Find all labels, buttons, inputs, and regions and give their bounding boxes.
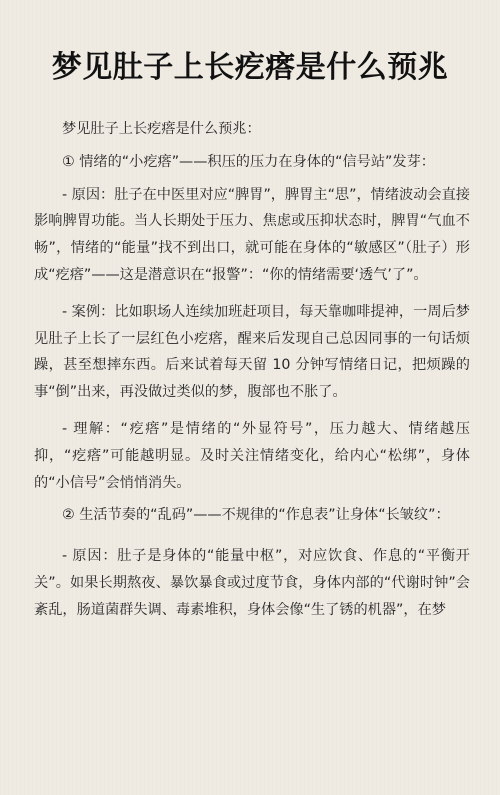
section-heading-2: ② 生活节奏的“乱码”——不规律的“作息表”让身体“长皱纹”： bbox=[62, 507, 450, 524]
article-body bbox=[34, 116, 470, 624]
section-heading-1: ① 情绪的“小疙瘩”——积压的压力在身体的“信号站”发芽： bbox=[62, 153, 435, 170]
paragraph-case-1: - 案例：比如职场人连续加班赶项目，每天靠咖啡提神，一周后梦见肚子上长了一层红色小疙瘩，醒来后发现自己总因同事的一句话烦躁，甚至想摔东西。后来试着每天留 10 分钟写情绪日记，把烦躁的事“倒”出来，再没做过类似的梦，腹部也不胀了。 bbox=[34, 303, 470, 401]
paragraph-reason-1: - 原因：肚子在中医里对应“脾胃”，脾胃主“思”，情绪波动会直接影响脾胃功能。当人长期处于压力、焦虑或压抑状态时，脾胃“气血不畅”，情绪的“能量”找不到出口，就可能在身体的“敏感区”（肚子）形成“疙瘩”——这是潜意识在“报警”：“你的情绪需要‘透气’了”。 bbox=[34, 186, 470, 283]
paragraph-reason-2: - 原因：肚子是身体的“能量中枢”，对应饮食、作息的“平衡开关”。如果长期熬夜、暴饮暴食或过度节食，身体内部的“代谢时钟”会紊乱，肠道菌群失调、毒素堆积，身体会像“生了锈的机器”，在梦 bbox=[34, 548, 470, 618]
page-title: 梦见肚子上长疙瘩是什么预兆 bbox=[51, 50, 449, 85]
paragraph-understanding-1: - 理解：“疙瘩”是情绪的“外显符号”，压力越大、情绪越压抑，“疙瘩”可能越明显。及时关注情绪变化，给内心“松绑”，身体的“小信号”会悄悄消失。 bbox=[34, 420, 470, 491]
intro-line: 梦见肚子上长疙瘩是什么预兆： bbox=[62, 121, 261, 137]
